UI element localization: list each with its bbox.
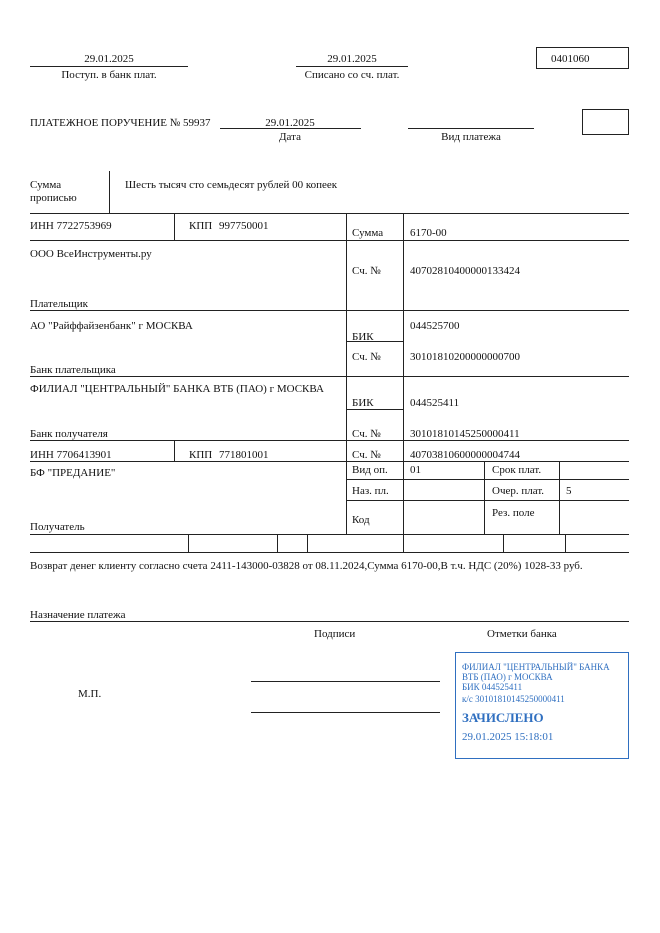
payee-bank-label: Банк получателя [30, 428, 108, 440]
bank-received-label: Поступ. в банк плат. [61, 69, 157, 81]
payee-kpp: 771801001 [219, 449, 269, 461]
grid-line-13 [30, 552, 629, 553]
form-code: 0401060 [551, 53, 590, 65]
purpose-code-label: Наз. пл. [352, 485, 389, 497]
payee-account: 40703810600000004744 [410, 449, 520, 461]
bank-marks-label: Отметки банка [487, 628, 557, 640]
grid-line-9 [30, 461, 629, 462]
payer-bank-label: Банк плательщика [30, 364, 116, 376]
payment-type-label: Вид платежа [441, 131, 501, 143]
order-date-line [220, 128, 361, 129]
amount-words-label-2: прописью [30, 192, 77, 204]
term-label: Срок плат. [492, 464, 542, 476]
payer-kpp-label: КПП [189, 220, 213, 232]
purpose-text: Возврат денег клиенту согласно счета 2411-143000-03828 от 08.11.2024,Сумма 6170-00,В т.ч. НДС (20%) 1028-33 руб. [30, 560, 583, 572]
code-label: Код [352, 514, 370, 526]
stamp-line-4: к/с 30101810145250000411 [462, 694, 565, 704]
payee-bank-name: ФИЛИАЛ "ЦЕНТРАЛЬНЫЙ" БАНКА ВТБ (ПАО) г МОСКВА [30, 383, 324, 395]
amount-words-label-1: Сумма [30, 179, 62, 191]
signature-line-2 [251, 712, 440, 713]
payment-type-line [408, 128, 534, 129]
grid-vline-2 [403, 213, 404, 534]
stamp-datetime: 29.01.2025 15:18:01 [462, 731, 554, 743]
seal-label: М.П. [78, 688, 102, 700]
payer-kpp: 997750001 [219, 220, 269, 232]
order-title: ПЛАТЕЖНОЕ ПОРУЧЕНИЕ № 59937 [30, 117, 211, 129]
grid-vline-8 [277, 534, 278, 552]
payee-bank-account: 30101810145250000411 [410, 428, 520, 440]
grid-vline-10 [403, 534, 404, 552]
debited-date: 29.01.2025 [327, 53, 377, 65]
grid-line-1 [30, 213, 629, 214]
order-date-label: Дата [279, 131, 301, 143]
debited-label: Списано со сч. плат. [304, 69, 400, 81]
payer-inn: ИНН 7722753969 [30, 220, 112, 232]
payer-account-label: Сч. № [352, 265, 381, 277]
reserve-label: Рез. поле [492, 507, 535, 519]
amount-value: 6170-00 [410, 227, 447, 239]
payee-inn: ИНН 7706413901 [30, 449, 112, 461]
grid-vline-3 [174, 213, 175, 240]
grid-vline-12 [565, 534, 566, 552]
payer-bank-account-label: Сч. № [352, 351, 381, 363]
grid-line-12 [30, 534, 629, 535]
grid-line-3 [30, 240, 346, 241]
grid-vline-1 [346, 213, 347, 534]
grid-vline-9 [307, 534, 308, 552]
stamp-status: ЗАЧИСЛЕНО [462, 710, 544, 725]
payee-bank-bik: 044525411 [410, 397, 460, 409]
grid-vline-4 [174, 440, 175, 461]
bank-received-line [30, 66, 188, 67]
signatures-label: Подписи [314, 628, 356, 640]
stamp-line-3: БИК 044525411 [462, 682, 523, 692]
amount-label: Сумма [352, 227, 384, 239]
op-type: 01 [410, 464, 421, 476]
grid-line-4 [30, 310, 629, 311]
signature-line-1 [251, 681, 440, 682]
purpose-line [30, 621, 629, 622]
payer-bank-name: АО "Райффайзенбанк" г МОСКВА [30, 320, 193, 332]
bank-received-date: 29.01.2025 [84, 53, 134, 65]
grid-vline-6 [559, 461, 560, 534]
payer-account: 40702810400000133424 [410, 265, 520, 277]
grid-vline-7 [188, 534, 189, 552]
payee-name: БФ "ПРЕДАНИЕ" [30, 467, 116, 479]
op-type-label: Вид оп. [352, 464, 388, 476]
payer-bank-account: 30101810200000000700 [410, 351, 520, 363]
order-code-box [582, 109, 629, 135]
payer-bank-bik-label: БИК [352, 331, 374, 343]
grid-line-2 [346, 240, 629, 241]
payee-bank-bik-label: БИК [352, 397, 374, 409]
amount-words-divider [109, 171, 110, 213]
payee-label: Получатель [30, 521, 85, 533]
order-date: 29.01.2025 [265, 117, 315, 129]
payee-account-label: Сч. № [352, 449, 381, 461]
payer-label: Плательщик [30, 298, 88, 310]
priority: 5 [566, 485, 572, 497]
grid-vline-11 [503, 534, 504, 552]
payee-bank-account-label: Сч. № [352, 428, 381, 440]
payer-name: ООО ВсеИнструменты.ру [30, 248, 152, 260]
payer-bank-bik: 044525700 [410, 320, 460, 332]
debited-line [296, 66, 408, 67]
stamp-line-1: ФИЛИАЛ "ЦЕНТРАЛЬНЫЙ" БАНКА [462, 662, 610, 672]
grid-line-10 [346, 479, 629, 480]
grid-vline-5 [484, 461, 485, 534]
purpose-label: Назначение платежа [30, 609, 126, 621]
bank-stamp [455, 652, 629, 759]
grid-line-8 [30, 440, 629, 441]
grid-line-6 [30, 376, 629, 377]
payee-kpp-label: КПП [189, 449, 213, 461]
stamp-line-2: ВТБ (ПАО) г МОСКВА [462, 672, 553, 682]
amount-words-value: Шесть тысяч сто семьдесят рублей 00 копеек [125, 179, 338, 191]
priority-label: Очер. плат. [492, 485, 545, 497]
grid-line-11 [346, 500, 629, 501]
